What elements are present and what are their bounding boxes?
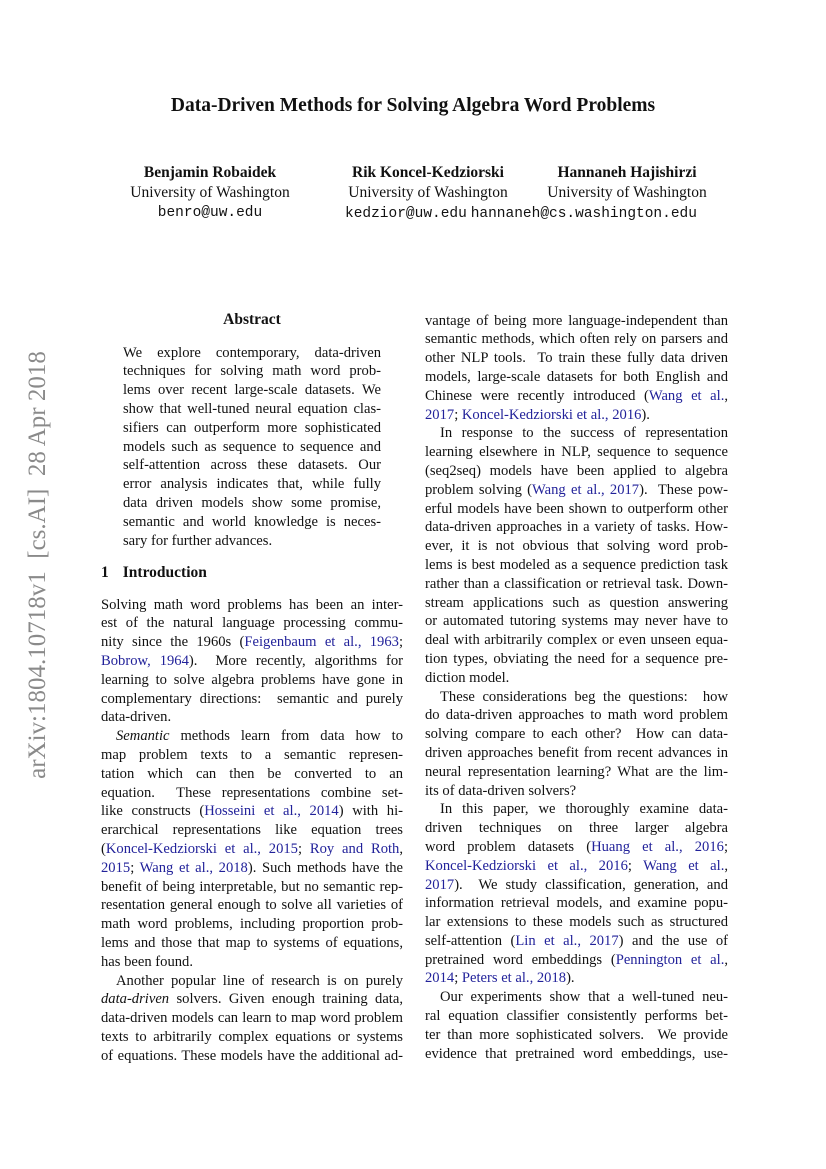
body-text: ever, it is not obvious that solving word prob- (425, 538, 728, 555)
text-line (101, 746, 403, 765)
body-text: ). We study classification, generation, and (454, 876, 728, 893)
text-line (425, 800, 728, 819)
paragraph (425, 800, 728, 988)
body-text: data driven models show some promise, (123, 494, 381, 511)
text-line (123, 419, 381, 438)
paper-title: Data-Driven Methods for Solving Algebra Word Problems (170, 95, 656, 116)
text-line (123, 513, 381, 532)
text-line (101, 896, 403, 915)
body-text: ; (454, 406, 462, 423)
emphasis-text: Semantic (116, 728, 170, 745)
body-text: neural representation learning? What are the lim- (425, 763, 728, 780)
body-text: ral equation classifier consistently performs bet- (425, 1008, 728, 1025)
text-line (425, 594, 728, 613)
body-text: driven techniques on three larger algebra (425, 820, 728, 837)
text-line (425, 631, 728, 650)
right-column-body (425, 312, 728, 1064)
paragraph (101, 972, 403, 1066)
body-text: math word problems, including proportion prob- (101, 916, 403, 933)
author-affiliation: University of Washington (547, 184, 707, 201)
text-line (425, 876, 728, 895)
text-line (101, 1047, 403, 1066)
body-text: sary for further advances. (123, 532, 273, 549)
author-name: Rik Koncel-Kedziorski (352, 164, 504, 181)
body-text: , (724, 387, 728, 404)
citation-link[interactable]: Hosseini et al., 2014 (204, 803, 339, 820)
body-text: has been found. (101, 953, 193, 970)
body-text: show that well-tuned neural equation clas- (123, 400, 381, 417)
paragraph (101, 727, 403, 971)
author-affiliation: University of Washington (348, 184, 508, 201)
body-text: techniques for solving math word prob- (123, 363, 381, 380)
body-text: pretrained word embeddings ( (425, 951, 616, 968)
text-line (425, 481, 728, 500)
abstract-body (123, 344, 381, 551)
text-line (425, 537, 728, 556)
text-line (425, 669, 728, 688)
body-text: information retrieval models, and examine popu- (425, 895, 728, 912)
body-text: In this paper, we thoroughly examine data- (440, 801, 728, 818)
text-line (425, 688, 728, 707)
body-text: error analysis indicates that, while fully (123, 476, 381, 493)
body-text: ( (101, 840, 106, 857)
body-text: ter than more sophisticated solvers. We provide (425, 1026, 728, 1043)
body-text: ; (723, 838, 728, 855)
author-emails-row (330, 203, 760, 224)
text-line (101, 671, 403, 690)
body-text: ). (641, 406, 650, 423)
paragraph (425, 312, 728, 425)
citation-link[interactable]: Koncel-Kedziorski et al., 2016 (425, 857, 628, 874)
text-line (101, 1009, 403, 1028)
text-line (425, 1026, 728, 1045)
body-text: tation which can then be converted to an (101, 765, 403, 782)
text-line (425, 913, 728, 932)
text-line (101, 990, 403, 1009)
text-line (425, 650, 728, 669)
body-text: ). More recently, algorithms for (188, 652, 404, 669)
text-line (425, 462, 728, 481)
body-text: vantage of being more language-independent than (425, 312, 728, 329)
text-line (425, 406, 728, 425)
text-line (425, 368, 728, 387)
text-line (123, 456, 381, 475)
body-text: lems over recent large-scale datasets. We (123, 382, 381, 399)
text-line (425, 612, 728, 631)
text-line (101, 765, 403, 784)
text-line (425, 349, 728, 368)
text-line (101, 934, 403, 953)
paragraph (123, 344, 381, 551)
text-line (425, 988, 728, 1007)
citation-link[interactable]: Wang et al., 2017 (532, 481, 640, 498)
body-text: like constructs ( (101, 803, 205, 820)
body-text: stream applications such as question answering (425, 594, 728, 611)
text-line (101, 878, 403, 897)
body-text: methods learn from data how to (169, 728, 403, 745)
text-line (425, 500, 728, 519)
author-name: Hannaneh Hajishirzi (557, 164, 697, 181)
left-column-body (101, 596, 403, 1066)
body-text: We explore contemporary, data-driven (123, 344, 381, 361)
author-affiliation: University of Washington (130, 184, 290, 201)
citation-link[interactable]: Huang et al., 2016 (591, 838, 724, 855)
text-line (101, 821, 403, 840)
citation-link[interactable]: Koncel-Kedziorski et al., 2016 (461, 406, 642, 423)
text-line (425, 706, 728, 725)
text-line (425, 518, 728, 537)
text-line (123, 475, 381, 494)
body-text: diction model. (425, 669, 510, 686)
body-text: of equations. These models have the additional ad- (101, 1047, 403, 1064)
body-text: deal with arbitrarily complex or even unseen equa- (425, 632, 728, 649)
body-text: lems is best modeled as a sequence prediction task (425, 556, 728, 573)
citation-link[interactable]: Bobrow, 1964 (101, 652, 189, 669)
body-text: ; (398, 634, 403, 651)
body-text: do data-driven approaches to math word problem (425, 707, 728, 724)
text-line (425, 387, 728, 406)
text-line (425, 969, 728, 988)
body-text: learning elsewhere in NLP, sequence to sequence (425, 444, 728, 461)
body-text: models, large-scale datasets for both English and (425, 368, 728, 385)
body-text: ). (566, 970, 575, 987)
body-text: Chinese were recently introduced ( (425, 387, 649, 404)
text-line (123, 438, 381, 457)
text-line (425, 575, 728, 594)
arxiv-identifier-stamp: arXiv:1804.10718v1 [cs.AI] 28 Apr 2018 (24, 351, 51, 779)
body-text: ; (627, 857, 644, 874)
body-text: solvers. Given enough training data, (169, 991, 403, 1008)
citation-link[interactable]: Wang et al. (648, 387, 725, 404)
text-line (425, 1045, 728, 1064)
section-number: 1 (101, 564, 109, 581)
author-1 (110, 163, 310, 223)
paragraph (425, 688, 728, 801)
citation-link[interactable]: Feigenbaum et al., 1963 (244, 634, 399, 651)
citation-link[interactable]: Pennington et al. (615, 951, 725, 968)
text-line (101, 614, 403, 633)
text-line (425, 932, 728, 951)
author-2 (318, 163, 538, 203)
body-text: , (724, 857, 728, 874)
body-text: self-attention across these datasets. Our (123, 457, 381, 474)
body-text: texts to arbitrarily complex equations or systems (101, 1028, 403, 1045)
body-text: , (724, 951, 728, 968)
text-line (101, 784, 403, 803)
body-text: learning to solve algebra problems have gone in (101, 671, 403, 688)
body-text: complementary directions: semantic and purely (101, 690, 403, 707)
text-line (425, 819, 728, 838)
body-text: benefit of being interpretable, but no semantic rep- (101, 878, 403, 895)
body-text: its of data-driven solvers? (425, 782, 577, 799)
body-text: other NLP tools. To train these fully data driven (425, 350, 728, 367)
citation-link[interactable]: Koncel-Kedziorski et al., 2015 (105, 840, 298, 857)
text-line (101, 652, 403, 671)
body-text: data-driven models can learn to map word problem (101, 1010, 403, 1027)
text-line (425, 330, 728, 349)
citation-link[interactable]: 2017 (425, 876, 455, 893)
citation-link[interactable]: Wang et al. (643, 857, 725, 874)
body-text: ; (454, 970, 462, 987)
author-email[interactable]: kedzior@uw.edu (345, 206, 467, 222)
body-text: models such as sequence to sequence and (123, 438, 381, 455)
body-text: problem solving ( (425, 481, 533, 498)
body-text: or automated tutoring systems may never have to (425, 613, 728, 630)
body-text: , (399, 840, 404, 857)
text-line (101, 727, 403, 746)
body-text: These considerations beg the questions: how (440, 688, 728, 705)
text-line (123, 532, 381, 551)
body-text: ; (130, 859, 140, 876)
body-text: resentation general enough to solve all varieties of (101, 897, 403, 914)
citation-link[interactable]: Lin et al., 2017 (515, 932, 619, 949)
text-line (123, 362, 381, 381)
text-line (101, 708, 403, 727)
body-text: ) with hi- (338, 803, 403, 820)
citation-link[interactable]: 2014 (425, 970, 455, 987)
body-text: data-driven. (101, 709, 172, 726)
body-text: solving compare to each other? How can data- (425, 726, 728, 743)
body-text: rather than a classification or retrieval task. Down- (425, 575, 728, 592)
text-line (425, 838, 728, 857)
body-text: Another popular line of research is on purely (116, 972, 403, 989)
paragraph (425, 988, 728, 1063)
body-text: semantic methods, which often rely on parsers and (425, 331, 728, 348)
body-text: ) and the use of (618, 932, 728, 949)
text-line (123, 400, 381, 419)
text-line (123, 344, 381, 363)
body-text: erful models have been shown to outperform other (425, 500, 728, 517)
body-text: equation. These representations combine set- (101, 784, 403, 801)
body-text: ). Such methods have the (247, 859, 403, 876)
text-line (425, 894, 728, 913)
author-name: Benjamin Robaidek (143, 164, 277, 181)
text-line (425, 951, 728, 970)
body-text: ; (297, 840, 310, 857)
text-line (101, 840, 403, 859)
body-text: data-driven approaches in a variety of tasks. How- (425, 519, 728, 536)
citation-link[interactable]: Peters et al., 2018 (461, 970, 567, 987)
author-email[interactable]: hannaneh@cs.washington.edu (470, 206, 697, 222)
body-text: Solving math word problems has been an inter- (101, 596, 403, 613)
body-text: evidence that pretrained word embeddings, use- (425, 1045, 728, 1062)
text-line (101, 596, 403, 615)
body-text: nity since the 1960s ( (101, 634, 245, 651)
citation-link[interactable]: Roy and Roth (309, 840, 400, 857)
body-text: map problem texts to a semantic represen- (101, 746, 403, 763)
text-line (123, 381, 381, 400)
author-email[interactable]: benro@uw.edu (157, 205, 263, 221)
paragraph (101, 596, 403, 728)
paragraph (425, 424, 728, 687)
text-line (425, 725, 728, 744)
body-text: ). These pow- (639, 481, 729, 498)
text-line (101, 915, 403, 934)
text-line (425, 857, 728, 876)
body-text: driven approaches benefit from recent advances in (425, 744, 728, 761)
text-line (101, 690, 403, 709)
emphasis-text: data-driven (101, 991, 170, 1008)
body-text: Our experiments show that a well-tuned neu- (440, 989, 728, 1006)
text-line (425, 763, 728, 782)
body-text: In response to the success of representation (440, 425, 728, 442)
text-line (425, 443, 728, 462)
text-line (425, 556, 728, 575)
body-text: lar extensions to these models such as structured (425, 914, 728, 931)
text-line (101, 633, 403, 652)
body-text: sifiers can outperform more sophisticated (123, 419, 381, 436)
body-text: tion types, obviating the need for a sequence pre- (425, 650, 728, 667)
body-text: self-attention ( (425, 932, 516, 949)
citation-link[interactable]: 2015 (101, 859, 131, 876)
text-line (425, 424, 728, 443)
text-line (101, 953, 403, 972)
section-title: Introduction (122, 564, 207, 581)
text-line (101, 972, 403, 991)
citation-link[interactable]: Wang et al., 2018 (139, 859, 248, 876)
section-heading-introduction (101, 564, 207, 582)
text-line (101, 802, 403, 821)
author-3 (527, 163, 727, 203)
abstract-heading: Abstract (223, 311, 281, 328)
text-line (123, 494, 381, 513)
body-text: semantic and world knowledge is neces- (123, 513, 381, 530)
text-line (425, 312, 728, 331)
text-line (101, 859, 403, 878)
body-text: erarchical representations like equation trees (101, 822, 403, 839)
body-text: lems and those that map to systems of equations, (101, 934, 403, 951)
citation-link[interactable]: 2017 (425, 406, 455, 423)
body-text: (seq2seq) models have been applied to algebra (425, 462, 728, 479)
body-text: word problem datasets ( (425, 838, 592, 855)
text-line (425, 1007, 728, 1026)
text-line (425, 744, 728, 763)
body-text: est of the natural language processing commu- (101, 615, 403, 632)
text-line (425, 782, 728, 801)
text-line (101, 1028, 403, 1047)
